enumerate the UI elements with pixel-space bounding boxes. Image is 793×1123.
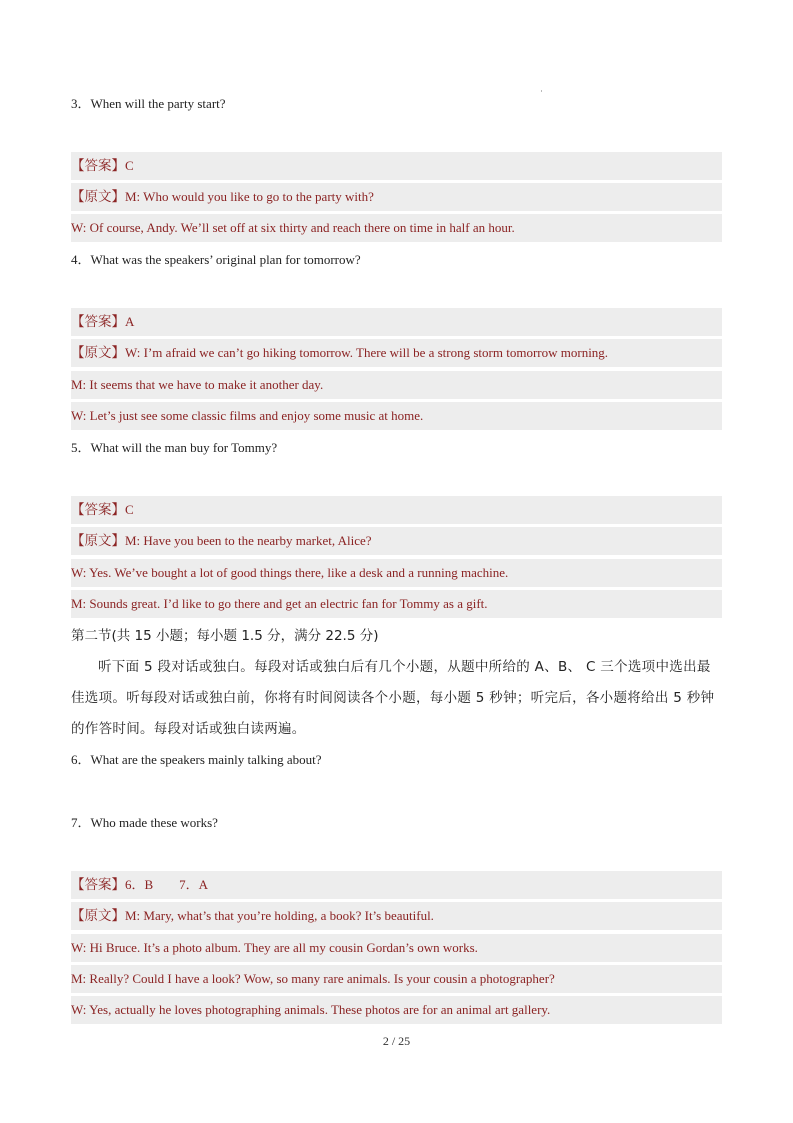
answer-value: C xyxy=(125,502,134,517)
transcript-5-line-2: W: Yes. We’ve bought a lot of good things there, like a desk and a running machine. xyxy=(71,559,722,587)
question-6 xyxy=(71,746,722,774)
question-text: What are the speakers mainly talking about? xyxy=(90,752,322,767)
question-number: 7． xyxy=(71,815,91,830)
transcript-tag: 【原文】 xyxy=(71,345,125,361)
transcript-3-line-2: W: Of course, Andy. We’ll set off at six thirty and reach there on time in half an hour. xyxy=(71,214,722,242)
question-text: What will the man buy for Tommy? xyxy=(90,440,278,455)
section-instructions: 听下面 5 段对话或独白。每段对话或独白后有几个小题，从题中所给的 A、B、 C 三个选项中选出最佳选项。听每段对话或独白前，你将有时间阅读各个小题，每小题 5 秒钟；听完后，各小题将给出 5 秒钟的作答时间。每段对话或独白读两遍。 xyxy=(71,659,715,737)
transcript-5-line-1 xyxy=(71,527,722,555)
transcript-4-line-3: W: Let’s just see some classic films and enjoy some music at home. xyxy=(71,402,722,430)
question-number: 5． xyxy=(71,440,91,455)
answer-tag: 【答案】 xyxy=(71,877,125,893)
transcript-tag: 【原文】 xyxy=(71,189,125,205)
question-4 xyxy=(71,246,722,274)
transcript-text: W: I’m afraid we can’t go hiking tomorrow. There will be a strong storm tomorrow morning. xyxy=(125,345,609,360)
answer-value: A xyxy=(125,314,135,329)
answer-value: C xyxy=(125,158,134,173)
question-number: 6． xyxy=(71,752,91,767)
transcript-3-line-1 xyxy=(71,183,722,211)
answer-6-7 xyxy=(71,871,722,899)
transcript-67-line-3: M: Really? Could I have a look? Wow, so many rare animals. Is your cousin a photographer? xyxy=(71,965,722,993)
transcript-67-line-2: W: Hi Bruce. It’s a photo album. They are all my cousin Gordan’s own works. xyxy=(71,934,722,962)
transcript-tag: 【原文】 xyxy=(71,908,125,924)
answer-tag: 【答案】 xyxy=(71,502,125,518)
question-text: What was the speakers’ original plan for tomorrow? xyxy=(90,252,361,267)
transcript-4-line-2: M: It seems that we have to make it another day. xyxy=(71,371,722,399)
transcript-67-line-1 xyxy=(71,902,722,930)
answer-5 xyxy=(71,496,722,524)
question-number: 4． xyxy=(71,252,91,267)
transcript-text: M: Who would you like to go to the party with? xyxy=(125,189,374,204)
question-5 xyxy=(71,434,722,462)
answer-3 xyxy=(71,152,722,180)
answer-tag: 【答案】 xyxy=(71,158,125,174)
question-7 xyxy=(71,809,722,837)
question-text: When will the party start? xyxy=(90,96,226,111)
transcript-67-line-4: W: Yes, actually he loves photographing animals. These photos are for an animal art gallery. xyxy=(71,996,722,1024)
answer-tag: 【答案】 xyxy=(71,314,125,330)
answer-value: 6．B 7．A xyxy=(125,877,209,892)
question-3 xyxy=(71,90,722,118)
question-text: Who made these works? xyxy=(90,815,218,830)
section-title: 第二节(共 15 小题；每小题 1.5 分，满分 22.5 分) xyxy=(71,628,379,644)
transcript-text: M: Have you been to the nearby market, Alice? xyxy=(125,533,372,548)
page-number: 2 / 25 xyxy=(382,1034,411,1048)
transcript-tag: 【原文】 xyxy=(71,533,125,549)
transcript-5-line-3: M: Sounds great. I’d like to go there and get an electric fan for Tommy as a gift. xyxy=(71,590,722,618)
answer-4 xyxy=(71,308,722,336)
question-number: 3． xyxy=(71,96,91,111)
transcript-4-line-1 xyxy=(71,339,722,367)
transcript-text: M: Mary, what’s that you’re holding, a book? It’s beautiful. xyxy=(125,908,434,923)
